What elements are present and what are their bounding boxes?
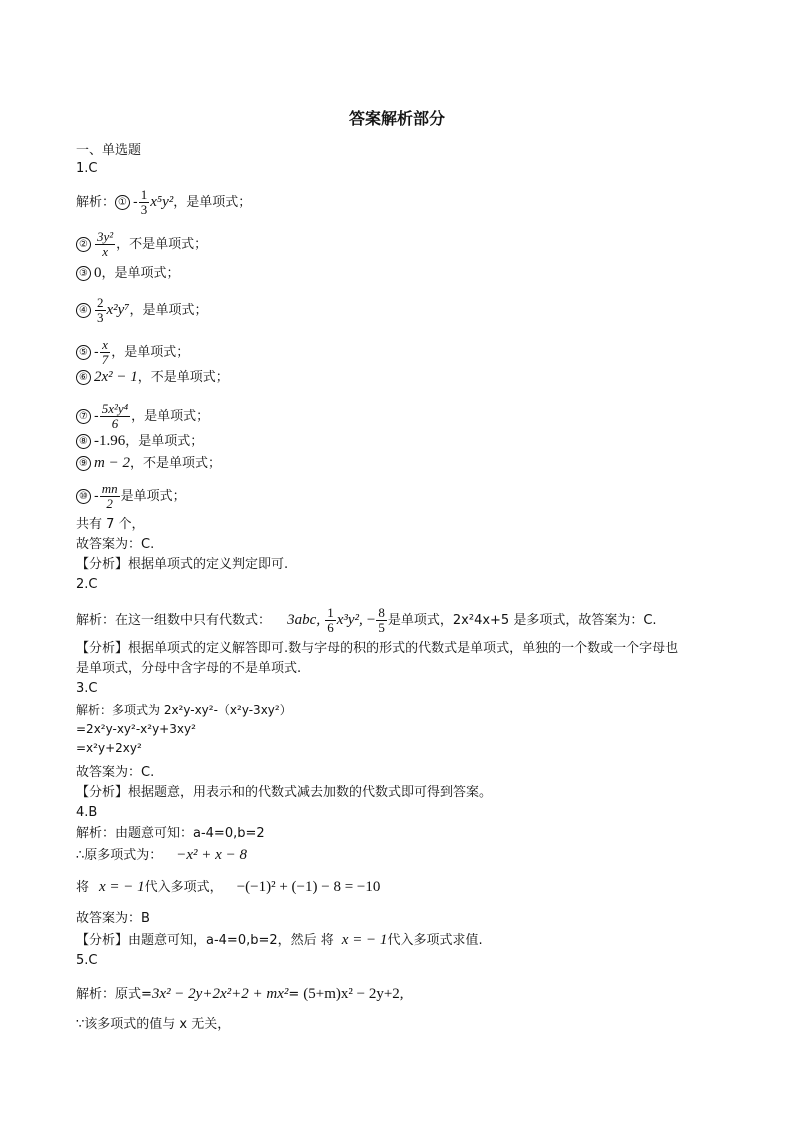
numerator: 2 bbox=[97, 295, 104, 310]
item-text: ，是单项式； bbox=[111, 345, 190, 360]
circle-number: ⑨ bbox=[76, 456, 91, 471]
q2-number: 2.C bbox=[76, 577, 98, 592]
fraction bbox=[139, 188, 150, 217]
math-expr: m − 2 bbox=[94, 455, 130, 471]
text: 解析：原式= bbox=[76, 987, 152, 1002]
fraction bbox=[95, 230, 115, 259]
denominator: 5 bbox=[378, 620, 385, 635]
q1-item-8 bbox=[76, 432, 203, 451]
q1-item-2 bbox=[76, 230, 207, 259]
math-expr: 3x² − 2y+2x²+2 + mx² bbox=[151, 986, 289, 1002]
denominator: 3 bbox=[97, 310, 104, 325]
q1-item-1 bbox=[76, 188, 251, 217]
page-title: 答案解析部分 bbox=[348, 109, 445, 128]
q4-line-1: 解析：由题意可知：a-4=0,b=2 bbox=[76, 826, 265, 841]
q4-line-3 bbox=[76, 878, 380, 897]
math-expr: 3abc, bbox=[287, 612, 321, 628]
q1-item-10 bbox=[76, 482, 186, 511]
math-expr: x³y², bbox=[336, 612, 363, 628]
q3-answer: 故答案为：C. bbox=[76, 765, 155, 780]
fraction bbox=[100, 482, 120, 511]
sign: - bbox=[94, 489, 99, 504]
q3-analysis: 【分析】根据题意，用表示和的代数式减去加数的代数式即可得到答案。 bbox=[76, 785, 493, 800]
q5-line-2: ∵该多项式的值与 x 无关， bbox=[76, 1017, 231, 1032]
q4-answer: 故答案为：B bbox=[76, 911, 150, 926]
q1-analysis: 【分析】根据单项式的定义判定即可. bbox=[76, 557, 289, 572]
q1-item-3 bbox=[76, 264, 180, 283]
denominator: 3 bbox=[140, 202, 148, 217]
q1-item-9 bbox=[76, 454, 221, 473]
q4-analysis bbox=[76, 931, 483, 950]
circle-number: ⑦ bbox=[76, 409, 91, 424]
text: 将 bbox=[76, 880, 90, 895]
q5-line-1 bbox=[76, 985, 404, 1004]
q1-item-5 bbox=[76, 338, 189, 367]
text: ∴原多项式为： bbox=[76, 848, 163, 863]
fraction bbox=[95, 296, 106, 325]
q1-answer: 故答案为：C. bbox=[76, 537, 155, 552]
q3-line-3: =x²y+2xy² bbox=[76, 741, 142, 755]
fraction bbox=[100, 338, 111, 367]
sign: - bbox=[133, 195, 138, 210]
denominator: 2 bbox=[106, 496, 113, 511]
q1-item-6 bbox=[76, 368, 229, 387]
circle-number: ⑥ bbox=[76, 370, 91, 385]
q4-number: 4.B bbox=[76, 805, 98, 820]
item-text: ，不是单项式； bbox=[137, 370, 229, 385]
item-text: 是单项式； bbox=[120, 489, 186, 504]
numerator: 1 bbox=[327, 605, 334, 620]
circle-number: ① bbox=[115, 195, 130, 210]
circle-number: ④ bbox=[76, 303, 91, 318]
text: 代入多项式求值. bbox=[387, 933, 483, 948]
sign: - bbox=[94, 409, 99, 424]
q3-number: 3.C bbox=[76, 681, 98, 696]
item-text: ，不是单项式； bbox=[129, 456, 221, 471]
math-expr: x²y⁷ bbox=[106, 302, 130, 318]
denominator: 7 bbox=[101, 352, 109, 367]
q1-number: 1.C bbox=[76, 161, 98, 176]
sign: - bbox=[94, 345, 99, 360]
q2-analysis-line-1: 【分析】根据单项式的定义解答即可.数与字母的积的形式的代数式是单项式，单独的一个数或一个字母也 bbox=[76, 641, 679, 656]
numerator: mn bbox=[101, 481, 118, 496]
q5-number: 5.C bbox=[76, 953, 98, 968]
fraction bbox=[100, 402, 130, 431]
circle-number: ② bbox=[76, 237, 91, 252]
q3-line-2: =2x²y-xy²-x²y+3xy² bbox=[76, 722, 196, 736]
denominator: x bbox=[102, 244, 108, 259]
item-text: ，是单项式； bbox=[125, 434, 204, 449]
q2-analysis-line-2: 是单项式，分母中含字母的不是单项式. bbox=[76, 661, 302, 676]
text: = bbox=[288, 987, 300, 1002]
item-text: ，是单项式； bbox=[173, 195, 252, 210]
denominator: 6 bbox=[111, 416, 119, 431]
numerator: 5x²y⁴ bbox=[101, 401, 129, 416]
item-text: ，是单项式； bbox=[131, 409, 210, 424]
text: 代入多项式， bbox=[144, 880, 223, 895]
item-text: ，不是单项式； bbox=[116, 237, 208, 252]
item-text: ，是单项式； bbox=[101, 266, 180, 281]
item-text: ，是单项式； bbox=[129, 303, 208, 318]
circle-number: ③ bbox=[76, 266, 91, 281]
denominator: 6 bbox=[327, 620, 334, 635]
math-expr: x = − 1 bbox=[99, 879, 145, 895]
section-heading: 一、单选题 bbox=[76, 143, 142, 158]
fraction bbox=[325, 606, 336, 635]
circle-number: ⑧ bbox=[76, 434, 91, 449]
numerator: x bbox=[102, 337, 108, 352]
circle-number: ⑩ bbox=[76, 489, 91, 504]
fraction bbox=[376, 606, 387, 635]
math-expr: x⁵y² bbox=[150, 194, 174, 210]
q2-line-1 bbox=[76, 606, 657, 635]
math-expr: 2x² − 1 bbox=[94, 369, 138, 385]
numerator: 3y² bbox=[97, 229, 114, 244]
q4-line-2 bbox=[76, 846, 247, 865]
q1-prefix: 解析： bbox=[76, 195, 116, 210]
text: 解析：在这一组数中只有代数式： bbox=[76, 613, 272, 628]
q1-count: 共有 7 个， bbox=[76, 517, 145, 532]
math-expr: −(−1)² + (−1) − 8 = −10 bbox=[236, 879, 381, 895]
math-expr: (5+m)x² − 2y+2, bbox=[303, 986, 404, 1002]
numerator: 8 bbox=[378, 605, 385, 620]
circle-number: ⑤ bbox=[76, 345, 91, 360]
math-expr: 0 bbox=[94, 265, 102, 281]
q1-item-7 bbox=[76, 402, 209, 431]
text: 是单项式，2x²4x+5 是多项式，故答案为：C. bbox=[387, 613, 657, 628]
minus-sign: − bbox=[366, 612, 376, 628]
numerator: 1 bbox=[140, 187, 148, 202]
text: 【分析】由题意可知，a-4=0,b=2，然后 将 bbox=[76, 933, 334, 948]
q3-line-1: 解析：多项式为 2x²y-xy²-（x²y-3xy²） bbox=[76, 703, 292, 717]
math-expr: −x² + x − 8 bbox=[176, 847, 247, 863]
math-expr: x = − 1 bbox=[341, 932, 388, 948]
math-expr: -1.96 bbox=[94, 433, 126, 449]
q1-item-4 bbox=[76, 296, 208, 325]
